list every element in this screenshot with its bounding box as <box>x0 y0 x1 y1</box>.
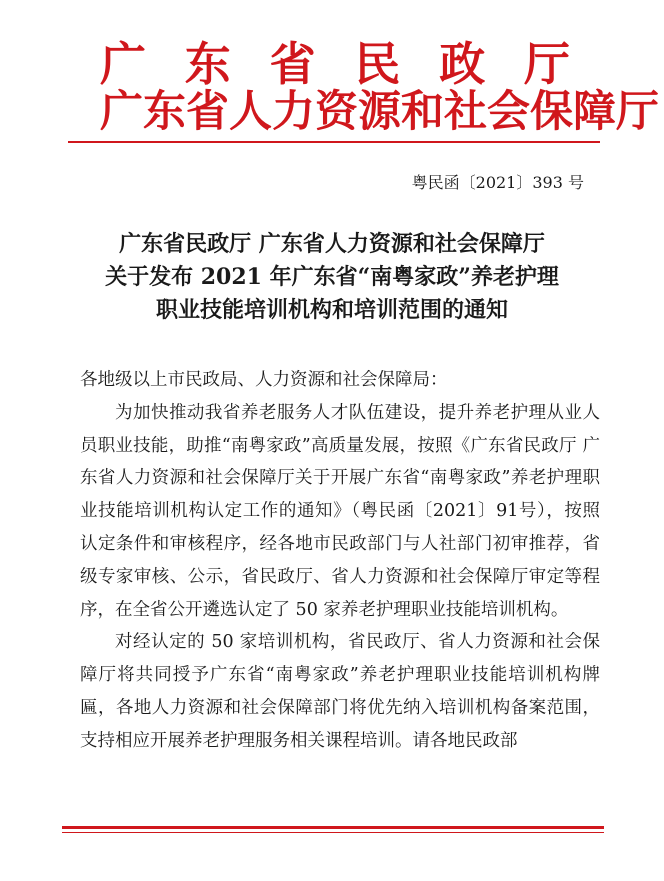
letterhead-char: 省 <box>269 37 316 91</box>
paragraph-1: 为加快推动我省养老服务人才队伍建设，提升养老护理从业人员职业技能，助推“南粤家政”高质量发展，按照《广东省民政厅 广东省人力资源和社会保障厅关于开展广东省“南粤家政”养老护理职业技能培训机构认定工作的通知》（粤民函〔2021〕91号），按照认定条件和审核程序，经各地市民政部门与人社部门初审推荐，省级专家审核、公示，省民政厅、省人力资源和社会保障厅审定等程序，在全省公开遴选认定了 50 家养老护理职业技能培训机构。 <box>80 402 600 620</box>
letterhead-char: 广 <box>100 37 146 91</box>
footer-divider-thin <box>62 832 604 833</box>
title-line-1: 广东省民政厅 广东省人力资源和社会保障厅 <box>119 231 545 257</box>
title-line-2: 关于发布 2021 年广东省“南粤家政”养老护理 <box>105 264 559 290</box>
document-title <box>80 228 584 327</box>
salutation: 各地级以上市民政局、人力资源和社会保障局： <box>80 370 448 390</box>
letterhead-line2: 广东省人力资源和社会保障厅 <box>100 87 659 137</box>
document-number: 粤民函〔2021〕393 号 <box>411 173 584 192</box>
title-line-3: 职业技能培训机构和培训范围的通知 <box>155 297 508 323</box>
document-body <box>80 364 600 758</box>
letterhead-divider <box>68 141 600 143</box>
paragraph-2: 对经认定的 50 家培训机构，省民政厅、省人力资源和社会保障厅将共同授予广东省“南粤家政”养老护理职业技能培训机构牌匾，各地人力资源和社会保障部门将优先纳入培训机构备案范围，支持相应开展养老护理服务相关课程培训。请各地民政部 <box>80 632 600 751</box>
footer-divider-thick <box>62 826 604 829</box>
letterhead-char: 政 <box>439 37 486 91</box>
letterhead-line1 <box>100 36 570 92</box>
letterhead-char: 厅 <box>523 37 570 91</box>
letterhead-char: 民 <box>354 37 401 91</box>
letterhead-char: 东 <box>184 37 231 91</box>
